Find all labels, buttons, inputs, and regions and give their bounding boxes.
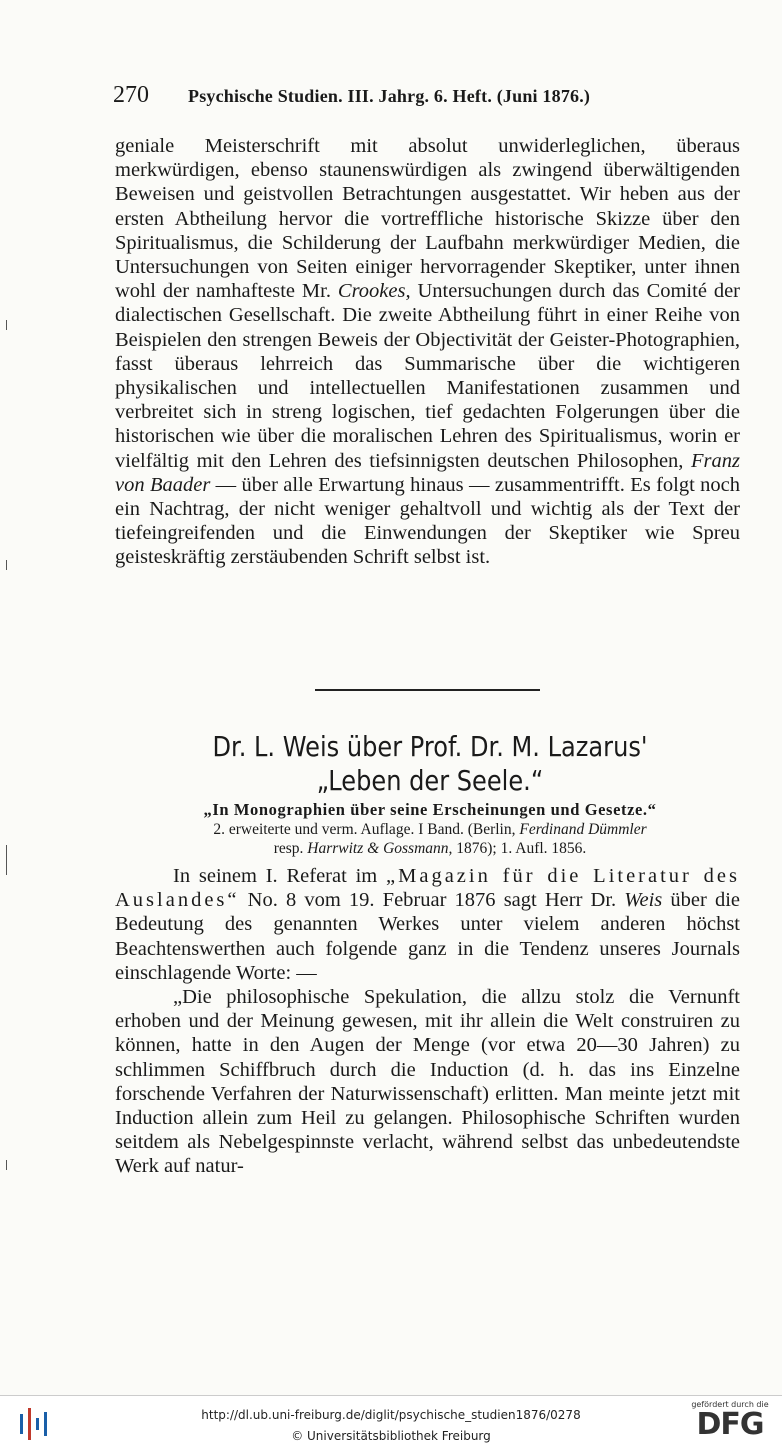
text-run: Untersuchungen durch das Comité der dialectischen Gesellschaft. Die zweite Abtheilung führt in einer Reihe von Beispielen den strengen Beweis der Objectivität der Geister-Photographien, fasst überaus lehrreich das Summarische über die wichtigeren physikalischen und intellectuellen Manifestationen zusammen und verbreitet sich in streng logischen, tief gedachten Folgerungen über die historischen wie über die moralischen Lehren des Spiritualismus, worin er vielfältig mit den Lehren des tiefsinnigsten deutschen Philosophen, [115,280,741,472]
text-run: geniale Meisterschrift mit absolut unwiderleglichen, überaus merkwürdigen, ebenso staunenswürdigen als zwingend überwältigenden Beweisen und geistvollen Betrachtungen ausgestattet. Wir heben aus der ersten Abtheilung hervor die vortreffliche historische Skizze über den Spiritualismus, die Schilderung der Laufbahn merkwürdiger Medien, die Untersuchungen von Seiten einiger hervorragender Skeptiker, unter ihnen wohl der namhafteste Mr. [115,135,740,303]
dfg-logo [690,1400,770,1448]
text-run: No. 8 vom 19. Februar 1876 sagt Herr Dr. [247,889,617,912]
name-crookes: Crookes, [337,280,411,303]
publisher-name-2: Harrwitz & Gossmann, [307,840,453,857]
section-body [115,864,740,1179]
dfg-caption: gefördert durch die [691,1400,769,1409]
subtitle-line-3 [115,839,745,858]
text-run: In seinem I. Referat im [173,865,378,887]
dfg-wordmark: DFG [696,1407,764,1442]
text-run: über die Bedeutung des genannten Werkes unter vielem anderen höchst Beachtenswerthen auch folgende ganz in die Tendenz unseres Journals einschlagende Worte: — [115,889,741,984]
publisher-name: Ferdinand Dümmler [519,821,647,838]
viewer-footer [0,1395,782,1451]
text-run: resp. [273,840,304,857]
heading-line-1: Dr. L. Weis über Prof. Dr. M. Lazarus' [212,730,648,763]
page-header [113,82,743,112]
running-title: Psychische Studien. III. Jahrg. 6. Heft. (Juni 1876.) [188,86,591,106]
page-number: 270 [113,82,149,108]
paragraph [115,864,740,985]
text-run: 2. erweiterte und verm. Auflage. I Band. (Berlin, [213,821,516,838]
subtitle-line-1: „In Monographien über seine Erscheinungen und Gesetze.“ [203,800,657,819]
heading-line-2: „Leben der Seele.“ [316,764,544,797]
paragraph: „Die philosophische Spekulation, die allzu stolz die Vernunft erhoben und der Meinung gewesen, mit ihr allein die Welt construiren zu können, hatte in den Augen der Menge (vor etwa 20—30 Jahren) zu schlimmen Schiffbruch durch die Induction (d. h. das ins Einzelne forschende Verfahren der Naturwissenschaft) erlitten. Man meinte jetzt mit Induction allein zum Heil zu gelangen. Philosophische Schriften wurden seitdem als Nebelgespinnste verlacht, während selbst das unbedeutendste Werk auf natur- [115,986,740,1178]
margin-marks [2,0,14,1395]
section-heading [163,730,696,798]
subtitle-line-2 [115,820,745,839]
text-run: — über alle Erwartung hinaus — zusammentrifft. Es folgt noch ein Nachtrag, der nicht weniger gehaltvoll und wichtig als der Text der tiefeingreifenden und die Einwendungen der Skeptiker wie Spreu geisteskräftig zerstäubenden Schrift selbst ist. [115,473,740,569]
journal-title: „Magazin für die Literatur des Auslandes“ [115,865,741,912]
source-url[interactable]: http://dl.ub.uni-freiburg.de/diglit/psychische_studien1876/0278 [201,1408,581,1422]
paragraph [115,134,740,570]
text-run: 1876); 1. Aufl. 1856. [456,840,587,857]
copyright-notice: © Universitätsbibliothek Freiburg [291,1429,491,1443]
name-weis: Weis [624,889,663,912]
section-subtitle [115,800,745,858]
name-baader: Franz von Baader [115,449,741,496]
continued-paragraph [115,134,740,570]
section-divider [315,689,540,691]
